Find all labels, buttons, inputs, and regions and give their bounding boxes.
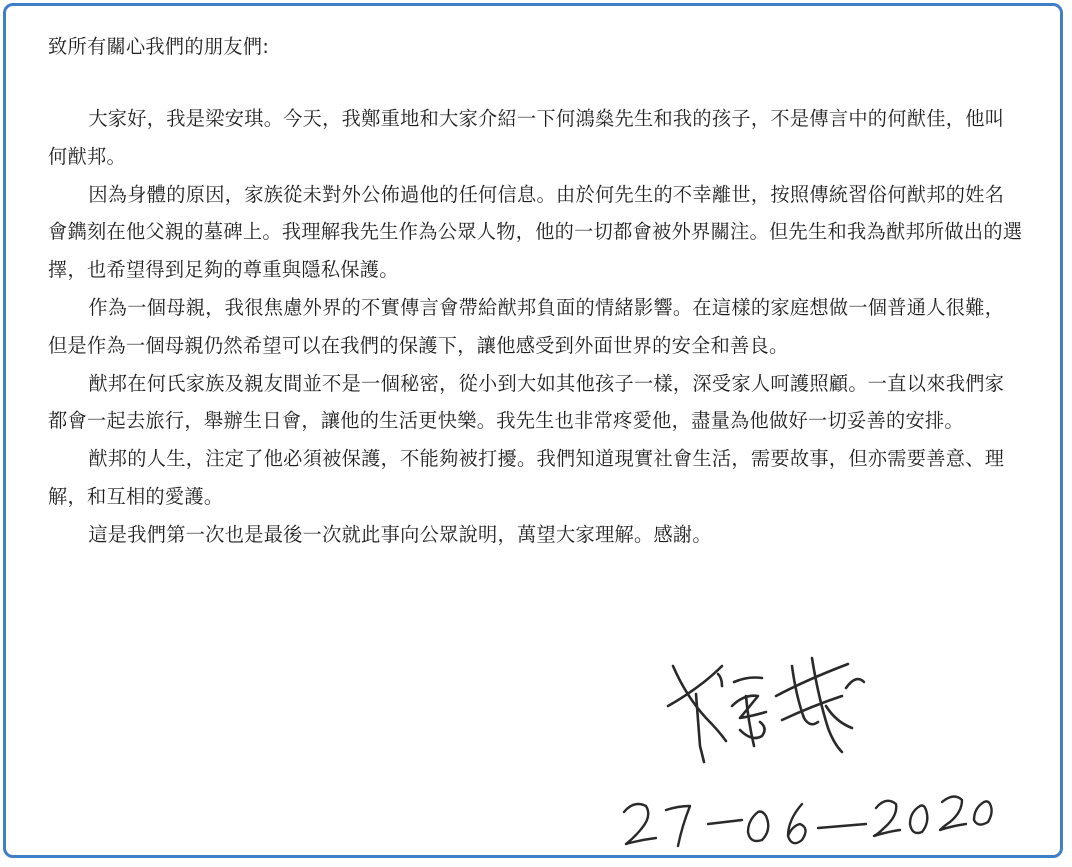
- letter-greeting: 致所有關心我們的朋友們:: [48, 35, 270, 58]
- letter-paragraph: 作為一個母親，我很焦慮外界的不實傳言會帶給猷邦負面的情緒影響。在這樣的家庭想做一個普通人很難，但是作為一個母親仍然希望可以在我們的保護下，讓他感受到外面世界的安全和善良。: [48, 295, 1005, 357]
- signature-name-strokes: [668, 658, 864, 762]
- letter-paragraph: 猷邦在何氏家族及親友間並不是一個秘密，從小到大如其他孩子一樣，深受家人呵護照顧。一直以來我們家都會一起去旅行，舉辦生日會，讓他的生活更快樂。我先生也非常疼愛他，盡量為他做好一切妥善的安排。: [48, 371, 1005, 433]
- signature-date-strokes: [624, 796, 992, 846]
- letter-paragraph: 猷邦的人生，注定了他必須被保護，不能夠被打擾。我們知道現實社會生活，需要故事，但亦需要善意、理解，和互相的愛護。: [48, 447, 1005, 508]
- letter-body: [48, 30, 1023, 554]
- letter-frame: [3, 3, 1063, 858]
- letter-paragraph: 這是我們第一次也是最後一次就此事向公眾說明，萬望大家理解。感謝。: [88, 522, 712, 546]
- letter-paragraph: 大家好，我是梁安琪。今天，我鄭重地和大家介紹一下何鴻燊先生和我的孩子，不是傳言中的何猷佳，他叫何猷邦。: [48, 107, 1005, 168]
- letter-paragraph: 因為身體的原因，家族從未對外公佈過他的任何信息。由於何先生的不幸離世，按照傳統習俗何猷邦的姓名會鐫刻在他父親的墓碑上。我理解我先生作為公眾人物，他的一切都會被外界關注。但先生和我為猷邦所做出的選擇，也希望得到足夠的尊重與隱私保護。: [48, 182, 1023, 282]
